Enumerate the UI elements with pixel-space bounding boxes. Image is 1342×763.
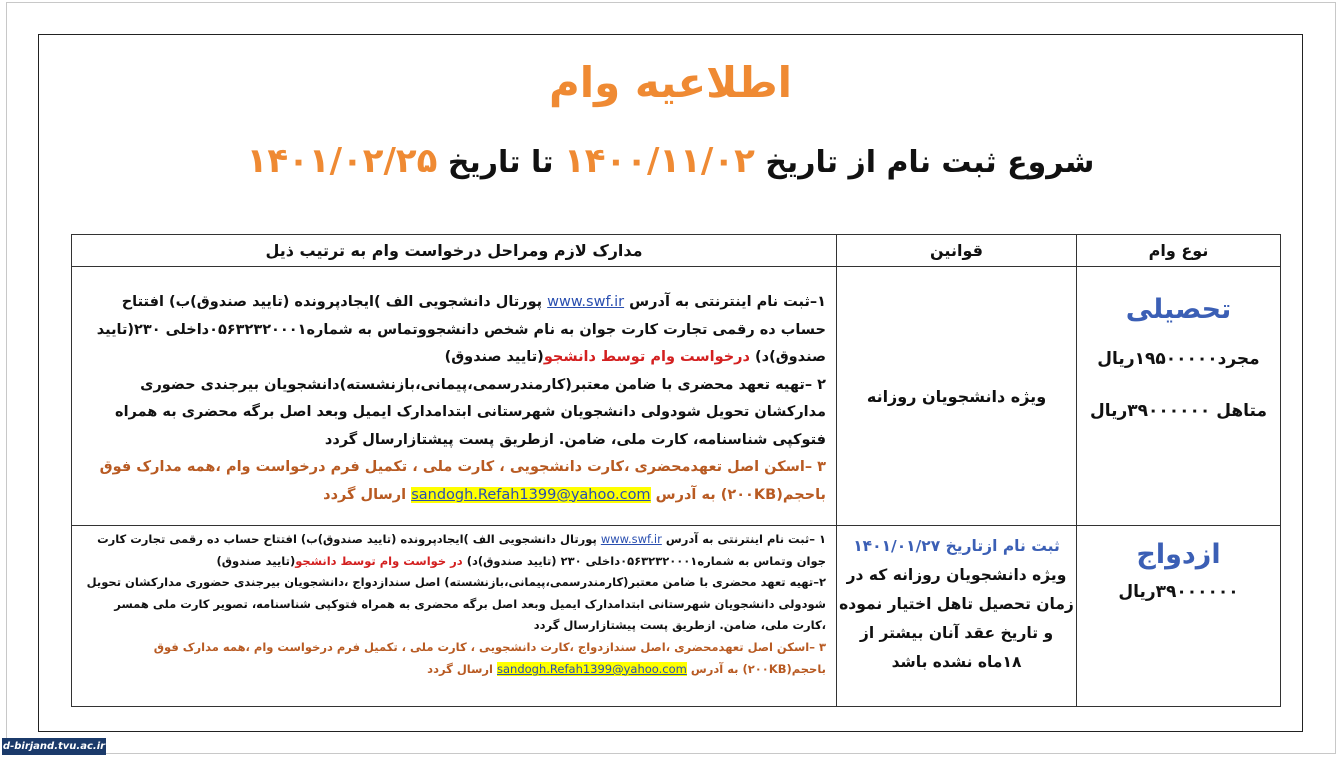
rules-cell <box>837 526 1077 707</box>
loan-table <box>71 234 1281 707</box>
loan-type-name: تحصیلی <box>1125 294 1232 325</box>
registration-prefix: شروع ثبت نام از تاریخ <box>765 145 1095 180</box>
rules-registration-date: ثبت نام ازتاریخ ۱۴۰۱/۰۱/۲۷ <box>853 537 1060 555</box>
step-3-text: ۳ –اسکن اصل تعهدمحضری ،اصل سندازدواج ،کارت دانشجویی ، کارت ملی ، تکمیل فرم درخواست وام ،همه مدارک فوق باحجم(۲۰۰KB) به آدرس <box>153 639 826 676</box>
table-row-marriage-loan <box>72 526 1281 707</box>
step-1-details: پورتال دانشجویی الف )ایجادپرونده (تایید صندوق)ب) افتتاح حساب ده رقمی تجارت کارت جوان وتماس به شماره۰۵۶۳۲۳۲۰۰۰۱داخلی ۲۳۰ (تایید صندوق)د) <box>97 532 826 568</box>
step-3 <box>82 454 826 509</box>
email-link[interactable]: sandogh.Refah1399@yahoo.com <box>411 486 651 503</box>
notice-title: اطلاعیه وام <box>548 58 793 107</box>
step-3-text: ۳ –اسکن اصل تعهدمحضری ،کارت دانشجویی ، کارت ملی ، تکمیل فرم درخواست وام ،همه مدارک فوق باحجم(۲۰۰KB) به آدرس <box>99 459 826 503</box>
header-loan-type: نوع وام <box>1077 235 1281 267</box>
loan-type-cell <box>1077 267 1281 526</box>
email-link[interactable]: sandogh.Refah1399@yahoo.com <box>497 661 687 676</box>
amount: ۳۹۰۰۰۰۰۰ریال <box>1118 582 1239 602</box>
rules-text: ویژه دانشجویان روزانه که در زمان تحصیل تاهل اختیار نموده و تاریخ عقد آنان بیشتر از ۱۸ماه نشده باشد <box>839 566 1074 671</box>
step-2: ۲–تهیه تعهد محضری با ضامن معتبر(کارمندرسمی،پیمانی،بازنشسته) اصل سندازدواج ،دانشجویان بیرجندی حضوری مدارکشان تحویل شودولی دانشجویان شهرستانی ابتدامدارک ایمیل وبعد اصل برگه محضری به همراه فتوکپی شناسنامه، تصویر کارت ملی همسر ،کارت ملی، ضامن. ازطریق پست پیشتازارسال گردد <box>86 575 826 633</box>
registration-period <box>39 139 1302 185</box>
swf-link[interactable]: www.swf.ir <box>600 532 662 546</box>
step-1-details: پورتال دانشجویی الف )ایجادپرونده (تایید صندوق)ب) افتتاح حساب ده رقمی تجارت کارت جوان به نام شخص دانشجووتماس به شماره۰۵۶۳۲۳۲۰۰۰۱داخلی ۲۳۰(تایید صندوق)د) <box>96 294 826 365</box>
notice-page <box>38 34 1303 732</box>
site-watermark: d-birjand.tvu.ac.ir <box>2 738 106 755</box>
step-3-send: ارسال گردد <box>427 661 493 676</box>
step-1-text: ۱ –ثبت نام اینترنتی به آدرس <box>665 532 826 546</box>
swf-link[interactable]: www.swf.ir <box>547 294 625 310</box>
registration-end-date: ۱۴۰۱/۰۲/۲۵ <box>246 141 438 181</box>
header-rules: قوانین <box>837 235 1077 267</box>
documents-cell <box>72 267 837 526</box>
step-1 <box>82 529 826 572</box>
loan-type-name: ازدواج <box>1136 539 1221 570</box>
amount-single: مجرد۱۹۵۰۰۰۰۰ریال <box>1097 349 1260 369</box>
rules-cell: ویژه دانشجویان روزانه <box>837 267 1077 526</box>
step-1-confirm: (تایید صندوق) <box>444 349 544 365</box>
amount-married: متاهل ۳۹۰۰۰۰۰۰ریال <box>1089 401 1268 421</box>
registration-start-date: ۱۴۰۰/۱۱/۰۲ <box>564 141 755 181</box>
step-1-request-note: درخواست وام توسط دانشجو <box>543 349 750 365</box>
loan-type-cell <box>1077 526 1281 707</box>
step-3-send: ارسال گردد <box>323 486 407 503</box>
header-documents: مدارک لازم ومراحل درخواست وام به ترتیب ذیل <box>72 235 837 267</box>
step-1-confirm: (تایید صندوق) <box>216 553 296 568</box>
registration-middle: تا تاریخ <box>447 145 554 180</box>
step-1-text: ۱–ثبت نام اینترنتی به آدرس <box>629 294 826 310</box>
step-2: ۲ –تهیه تعهد محضری با ضامن معتبر(کارمندرسمی،پیمانی،بازنشسته)دانشجویان بیرجندی حضوری مدارکشان تحویل شودولی دانشجویان شهرستانی ابتدامدارک ایمیل وبعد اصل برگه محضری به همراه فتوکپی شناسنامه، کارت ملی، ضامن. ازطریق پست پیشتازارسال گردد <box>115 376 826 448</box>
step-1 <box>82 289 826 372</box>
table-row-education-loan <box>72 267 1281 526</box>
step-3 <box>82 637 826 680</box>
step-1-request-note: در خواست وام توسط دانشجو <box>295 553 463 568</box>
table-header-row <box>72 235 1281 267</box>
documents-cell <box>72 526 837 707</box>
